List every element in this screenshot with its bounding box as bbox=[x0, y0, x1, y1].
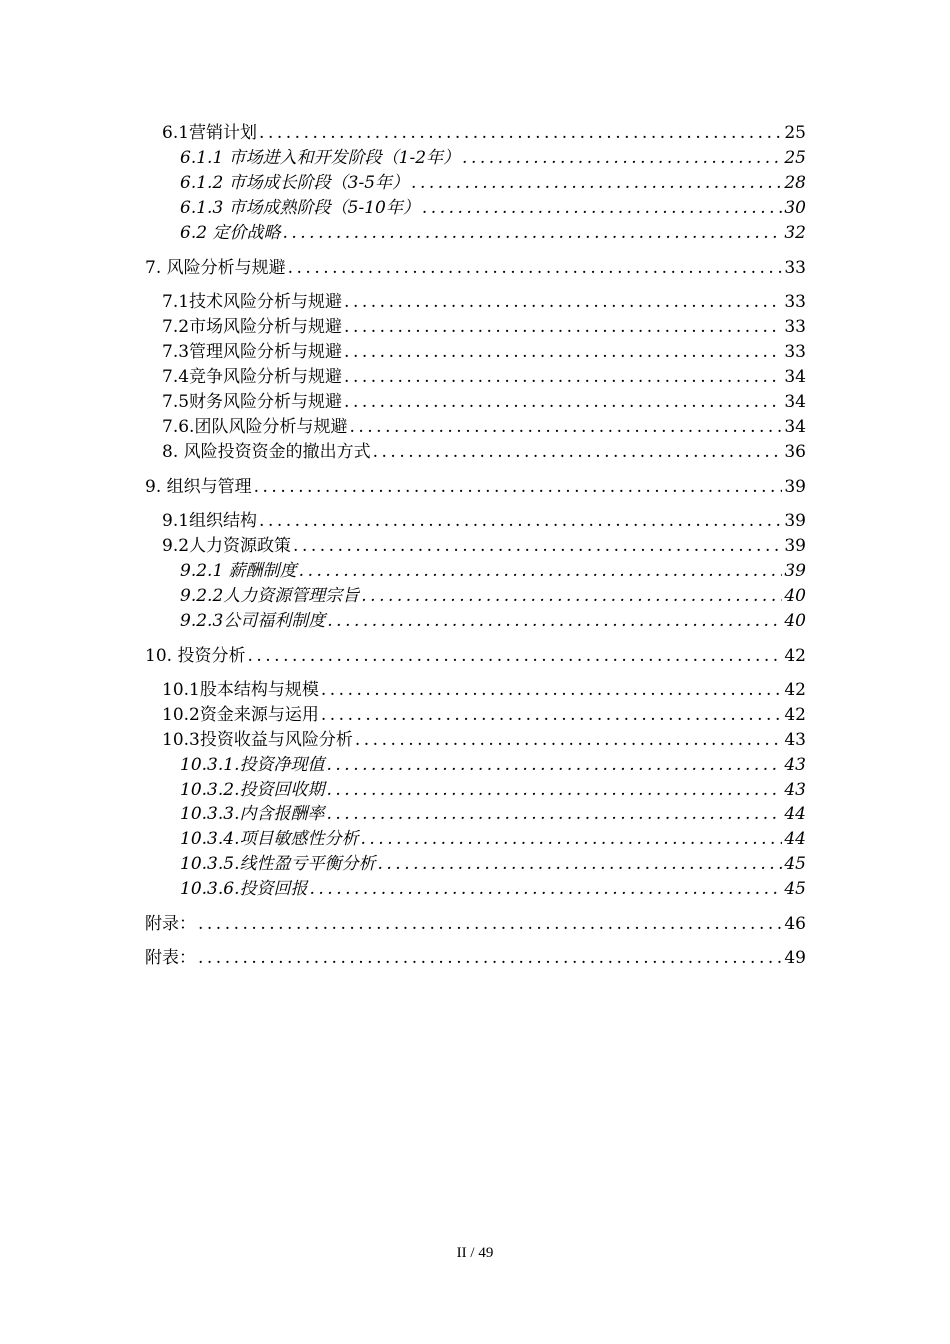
toc-entry-title: 8. 风险投资资金的撤出方式 bbox=[162, 442, 371, 462]
toc-entry-page: 33 bbox=[784, 342, 806, 362]
toc-entry-title: 10.3投资收益与风险分析 bbox=[162, 730, 353, 750]
toc-entry-title: 10.3.4.项目敏感性分析 bbox=[180, 829, 359, 849]
toc-leader-dots bbox=[344, 341, 782, 363]
toc-entry-page: 46 bbox=[784, 914, 806, 934]
toc-entry-page: 42 bbox=[784, 705, 806, 725]
toc-entry-title: 9.2人力资源政策 bbox=[162, 536, 292, 556]
toc-entry-page: 43 bbox=[784, 780, 806, 800]
toc-entry-title: 10.3.3.内含报酬率 bbox=[180, 804, 325, 824]
toc-leader-dots bbox=[326, 803, 782, 825]
toc-entry-page: 34 bbox=[784, 367, 806, 387]
toc-leader-dots bbox=[321, 704, 783, 726]
toc-entry[interactable] bbox=[180, 608, 806, 632]
toc-entry[interactable] bbox=[180, 752, 806, 776]
toc-entry[interactable] bbox=[162, 677, 806, 701]
toc-entry-page: 25 bbox=[784, 148, 806, 168]
toc-entry-title: 6.1营销计划 bbox=[162, 123, 258, 143]
toc-entry-title: 10.1股本结构与规模 bbox=[162, 680, 319, 700]
toc-leader-dots bbox=[361, 585, 782, 607]
toc-leader-dots bbox=[344, 366, 782, 388]
toc-entry[interactable] bbox=[180, 876, 806, 900]
toc-entry-page: 44 bbox=[784, 804, 806, 824]
toc-leader-dots bbox=[326, 779, 782, 801]
toc-entry[interactable] bbox=[162, 439, 806, 463]
toc-entry-page: 30 bbox=[784, 198, 806, 218]
toc-entry[interactable] bbox=[162, 702, 806, 726]
toc-entry-title: 6.1.3 市场成熟阶段（5-10年） bbox=[180, 198, 420, 218]
toc-entry-title: 9. 组织与管理 bbox=[145, 477, 252, 497]
toc-leader-dots bbox=[282, 222, 782, 244]
toc-entry-page: 45 bbox=[784, 854, 806, 874]
toc-entry-page: 25 bbox=[784, 123, 806, 143]
toc-leader-dots bbox=[355, 729, 783, 751]
toc-entry[interactable] bbox=[145, 643, 806, 667]
toc-entry-title: 6.1.2 市场成长阶段（3-5年） bbox=[180, 173, 410, 193]
toc-entry-page: 39 bbox=[784, 511, 806, 531]
toc-entry[interactable] bbox=[180, 170, 806, 194]
toc-leader-dots bbox=[344, 391, 782, 413]
toc-leader-dots bbox=[327, 610, 782, 632]
toc-leader-dots bbox=[309, 878, 782, 900]
toc-entry-title: 7.1技术风险分析与规避 bbox=[162, 292, 343, 312]
toc-entry-title: 10.2资金来源与运用 bbox=[162, 705, 319, 725]
toc-entry-title: 7.2市场风险分析与规避 bbox=[162, 317, 343, 337]
toc-entry-title: 10. 投资分析 bbox=[145, 646, 246, 666]
toc-entry-page: 36 bbox=[784, 442, 806, 462]
toc-leader-dots bbox=[259, 510, 782, 532]
toc-leader-dots bbox=[326, 754, 782, 776]
toc-entry[interactable] bbox=[162, 533, 806, 557]
toc-leader-dots bbox=[344, 291, 782, 313]
toc-entry-title: 10.3.5.线性盈亏平衡分析 bbox=[180, 854, 376, 874]
toc-entry-page: 33 bbox=[784, 317, 806, 337]
toc-entry[interactable] bbox=[162, 727, 806, 751]
toc-leader-dots bbox=[462, 147, 782, 169]
toc-leader-dots bbox=[360, 828, 782, 850]
toc-entry-title: 7.4竞争风险分析与规避 bbox=[162, 367, 343, 387]
toc-entry[interactable] bbox=[162, 508, 806, 532]
toc-entry[interactable] bbox=[145, 945, 806, 969]
toc-entry-page: 28 bbox=[784, 173, 806, 193]
toc-entry[interactable] bbox=[162, 364, 806, 388]
toc-entry-page: 40 bbox=[784, 611, 806, 631]
toc-entry-title: 7.5财务风险分析与规避 bbox=[162, 392, 343, 412]
toc-leader-dots bbox=[321, 679, 783, 701]
toc-entry[interactable] bbox=[145, 911, 806, 935]
toc-entry-page: 32 bbox=[784, 223, 806, 243]
toc-entry-page: 43 bbox=[784, 755, 806, 775]
toc-entry[interactable] bbox=[162, 414, 806, 438]
toc-leader-dots bbox=[349, 416, 782, 438]
toc-entry-page: 44 bbox=[784, 829, 806, 849]
toc-leader-dots bbox=[293, 535, 782, 557]
toc-leader-dots bbox=[422, 197, 783, 219]
toc-entry[interactable] bbox=[162, 389, 806, 413]
toc-entry-page: 34 bbox=[784, 392, 806, 412]
toc-entry-title: 6.2 定价战略 bbox=[180, 223, 281, 243]
toc-leader-dots bbox=[411, 172, 782, 194]
toc-entry-page: 33 bbox=[784, 292, 806, 312]
toc-entry-title: 9.2.1 薪酬制度 bbox=[180, 561, 297, 581]
toc-entry[interactable] bbox=[180, 777, 806, 801]
toc-entry[interactable] bbox=[180, 558, 806, 582]
toc-entry-title: 10.3.2.投资回收期 bbox=[180, 780, 325, 800]
toc-entry[interactable] bbox=[180, 220, 806, 244]
toc-entry-page: 42 bbox=[784, 680, 806, 700]
toc-entry[interactable] bbox=[180, 195, 806, 219]
toc-leader-dots bbox=[198, 947, 782, 969]
toc-entry[interactable] bbox=[180, 583, 806, 607]
toc-leader-dots bbox=[247, 645, 782, 667]
toc-entry[interactable] bbox=[162, 120, 806, 144]
toc-entry[interactable] bbox=[180, 145, 806, 169]
toc-entry-page: 39 bbox=[784, 477, 806, 497]
toc-entry-title: 10.3.6.投资回报 bbox=[180, 879, 308, 899]
page-number-footer: II / 49 bbox=[456, 1245, 494, 1261]
toc-entry[interactable] bbox=[145, 255, 806, 279]
toc-entry-title: 10.3.1.投资净现值 bbox=[180, 755, 325, 775]
toc-entry-title: 7.6.团队风险分析与规避 bbox=[162, 417, 348, 437]
toc-entry-page: 33 bbox=[784, 258, 806, 278]
toc-entry[interactable] bbox=[180, 826, 806, 850]
toc-entry-title: 9.1组织结构 bbox=[162, 511, 258, 531]
toc-entry-page: 34 bbox=[784, 417, 806, 437]
toc-leader-dots bbox=[198, 913, 782, 935]
toc-entry-title: 7.3管理风险分析与规避 bbox=[162, 342, 343, 362]
toc-entry-title: 附表： bbox=[145, 948, 196, 968]
toc-entry[interactable] bbox=[180, 801, 806, 825]
toc-entry-page: 45 bbox=[784, 879, 806, 899]
toc-leader-dots bbox=[377, 853, 782, 875]
toc-leader-dots bbox=[288, 257, 783, 279]
toc-entry-page: 40 bbox=[784, 586, 806, 606]
toc-entry-title: 附录： bbox=[145, 914, 196, 934]
toc-entry[interactable] bbox=[162, 289, 806, 313]
toc-entry-page: 43 bbox=[784, 730, 806, 750]
toc-leader-dots bbox=[344, 316, 782, 338]
toc-entry[interactable] bbox=[145, 474, 806, 498]
toc-entry[interactable] bbox=[162, 339, 806, 363]
toc-entry[interactable] bbox=[180, 851, 806, 875]
toc-entry-title: 7. 风险分析与规避 bbox=[145, 258, 286, 278]
toc-entry-title: 9.2.3公司福利制度 bbox=[180, 611, 326, 631]
toc-entry-page: 39 bbox=[784, 561, 806, 581]
toc-leader-dots bbox=[259, 122, 782, 144]
toc-leader-dots bbox=[254, 476, 783, 498]
toc-entry-page: 42 bbox=[784, 646, 806, 666]
toc-entry-page: 49 bbox=[784, 948, 806, 968]
toc-entry-title: 9.2.2人力资源管理宗旨 bbox=[180, 586, 360, 606]
toc-leader-dots bbox=[299, 560, 783, 582]
toc-leader-dots bbox=[373, 441, 783, 463]
toc-entry-title: 6.1.1 市场进入和开发阶段（1-2年） bbox=[180, 148, 461, 168]
toc-entry[interactable] bbox=[162, 314, 806, 338]
toc-entry-page: 39 bbox=[784, 536, 806, 556]
